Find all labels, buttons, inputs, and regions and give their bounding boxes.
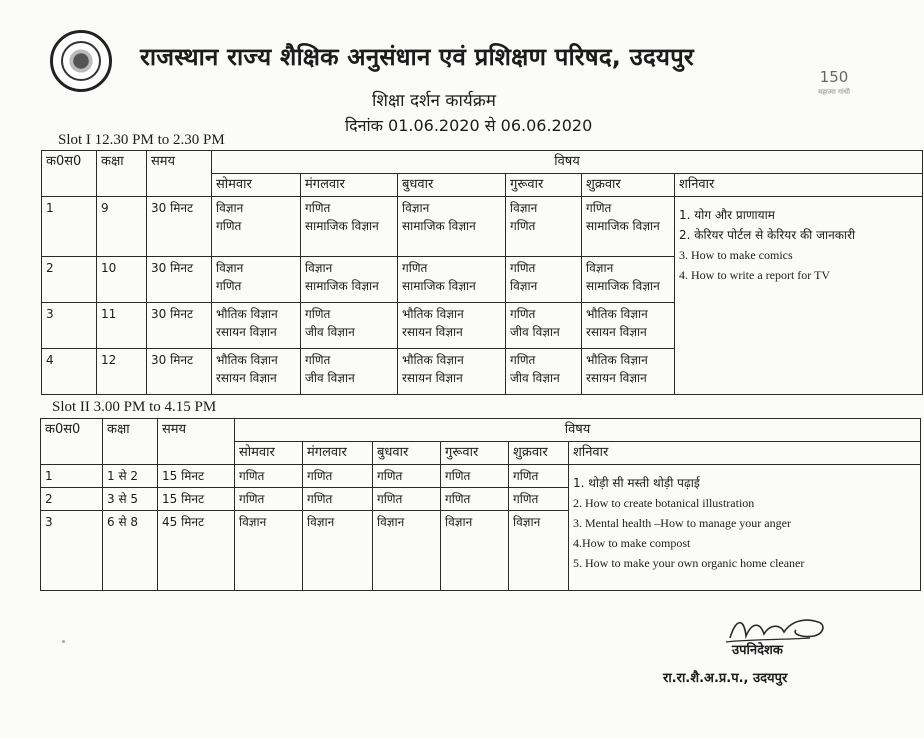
slot2-timetable [40, 418, 921, 591]
activity-item: 1. थोड़ी सी मस्ती थोड़ी पढ़ाई [573, 476, 700, 490]
day-header: मंगलवार [303, 442, 373, 465]
subject-line: गणित [510, 261, 536, 275]
subject-cell [212, 349, 301, 395]
subject-line: रसायन विज्ञान [216, 371, 277, 385]
activity-item: 5. How to make your own organic home cleaner [573, 556, 805, 570]
subject-line: गणित [586, 201, 612, 215]
subject-line: सामाजिक विज्ञान [586, 219, 660, 233]
subject-line: रसायन विज्ञान [586, 325, 647, 339]
time-cell: 30 मिनट [147, 257, 212, 303]
sno-cell: 1 [41, 465, 103, 488]
col-header-subject: विषय [235, 419, 921, 442]
col-header-class: कक्षा [103, 419, 158, 465]
subject-line: जीव विज्ञान [305, 371, 355, 385]
time-cell: 30 मिनट [147, 303, 212, 349]
sno-cell: 4 [42, 349, 97, 395]
subject-line: विज्ञान [510, 279, 538, 293]
subject-cell [582, 197, 675, 257]
subject-line: जीव विज्ञान [510, 371, 560, 385]
sno-cell: 3 [41, 511, 103, 591]
subject-cell [582, 349, 675, 395]
day-header: बुधवार [373, 442, 441, 465]
subject-line: गणित [510, 219, 536, 233]
subject-line: गणित [305, 201, 331, 215]
subject-line: भौतिक विज्ञान [402, 353, 464, 367]
subject-cell [506, 197, 582, 257]
day-header: शुक्रवार [509, 442, 569, 465]
table-row [42, 197, 923, 257]
subject-cell: गणित [303, 488, 373, 511]
subject-cell: गणित [509, 488, 569, 511]
subject-line: सामाजिक विज्ञान [402, 219, 476, 233]
sno-cell: 2 [41, 488, 103, 511]
subject-cell: विज्ञान [373, 511, 441, 591]
subject-line: सामाजिक विज्ञान [305, 219, 379, 233]
activity-item: 3. Mental health –How to manage your anger [573, 516, 791, 530]
subject-cell [398, 197, 506, 257]
subject-line: गणित [216, 219, 242, 233]
subject-cell: गणित [509, 465, 569, 488]
subject-line: गणित [402, 261, 428, 275]
subject-cell [582, 303, 675, 349]
saturday-activities [675, 197, 923, 395]
slot1-label: Slot I 12.30 PM to 2.30 PM [58, 132, 225, 148]
subject-cell [398, 303, 506, 349]
subject-cell [582, 257, 675, 303]
subject-cell [506, 303, 582, 349]
subject-cell [212, 197, 301, 257]
document-title: राजस्थान राज्य शैक्षिक अनुसंधान एवं प्रशिक्षण परिषद, उदयपुर [140, 43, 694, 71]
col-header-sno: क0स0 [42, 151, 97, 197]
subject-line: गणित [305, 353, 331, 367]
class-cell: 9 [97, 197, 147, 257]
office-name: रा.रा.शै.अ.प्र.प., उदयपुर [663, 671, 788, 686]
subject-cell: गणित [303, 465, 373, 488]
activity-item: 4.How to make compost [573, 536, 691, 550]
activity-item: 4. How to write a report for TV [679, 268, 831, 282]
subject-cell [301, 349, 398, 395]
activity-item: 2. केरियर पोर्टल से केरियर की जानकारी [679, 228, 856, 242]
subject-line: रसायन विज्ञान [216, 325, 277, 339]
subject-cell: गणित [235, 465, 303, 488]
class-cell: 1 से 2 [103, 465, 158, 488]
subject-cell: गणित [441, 465, 509, 488]
signatory-designation: उपनिदेशक [732, 643, 783, 658]
subject-line: विज्ञान [216, 261, 244, 275]
subject-cell [212, 257, 301, 303]
subject-cell: विज्ञान [235, 511, 303, 591]
subject-cell [506, 257, 582, 303]
slot2-label: Slot II 3.00 PM to 4.15 PM [52, 399, 217, 415]
subject-cell: गणित [441, 488, 509, 511]
subject-line: विज्ञान [510, 201, 538, 215]
subject-line: सामाजिक विज्ञान [402, 279, 476, 293]
day-header: शनिवार [569, 442, 921, 465]
time-cell: 15 मिनट [158, 488, 235, 511]
subject-cell [301, 257, 398, 303]
col-header-time: समय [147, 151, 212, 197]
subject-line: भौतिक विज्ञान [216, 307, 278, 321]
subject-line: गणित [305, 307, 331, 321]
subject-cell [398, 349, 506, 395]
sno-cell: 1 [42, 197, 97, 257]
subject-cell [301, 197, 398, 257]
subject-cell: गणित [235, 488, 303, 511]
badge-subtext: महात्मा गांधी [818, 88, 850, 96]
subject-line: सामाजिक विज्ञान [586, 279, 660, 293]
subject-cell: गणित [373, 488, 441, 511]
class-cell: 6 से 8 [103, 511, 158, 591]
subject-line: विज्ञान [586, 261, 614, 275]
sno-cell: 3 [42, 303, 97, 349]
col-header-sno: क0स0 [41, 419, 103, 465]
day-header: शनिवार [675, 174, 923, 197]
day-header: गुरूवार [506, 174, 582, 197]
program-subtitle: शिक्षा दर्शन कार्यक्रम [372, 91, 496, 111]
class-cell: 11 [97, 303, 147, 349]
subject-cell: गणित [373, 465, 441, 488]
subject-cell [506, 349, 582, 395]
subject-cell: विज्ञान [303, 511, 373, 591]
day-header: सोमवार [212, 174, 301, 197]
subject-line: भौतिक विज्ञान [216, 353, 278, 367]
time-cell: 30 मिनट [147, 349, 212, 395]
subject-cell [398, 257, 506, 303]
scan-speck [62, 640, 65, 643]
col-header-time: समय [158, 419, 235, 465]
table-row [41, 465, 921, 488]
slot1-timetable [41, 150, 923, 395]
activity-item: 2. How to create botanical illustration [573, 496, 755, 510]
subject-line: विज्ञान [305, 261, 333, 275]
class-cell: 3 से 5 [103, 488, 158, 511]
subject-cell: विज्ञान [441, 511, 509, 591]
subject-line: रसायन विज्ञान [402, 325, 463, 339]
day-header: शुक्रवार [582, 174, 675, 197]
day-header: सोमवार [235, 442, 303, 465]
col-header-class: कक्षा [97, 151, 147, 197]
time-cell: 30 मिनट [147, 197, 212, 257]
subject-cell [212, 303, 301, 349]
sno-cell: 2 [42, 257, 97, 303]
subject-line: गणित [510, 353, 536, 367]
day-header: मंगलवार [301, 174, 398, 197]
time-cell: 45 मिनट [158, 511, 235, 591]
subject-line: गणित [510, 307, 536, 321]
class-cell: 12 [97, 349, 147, 395]
subject-line: विज्ञान [402, 201, 430, 215]
subject-line: भौतिक विज्ञान [402, 307, 464, 321]
subject-line: गणित [216, 279, 242, 293]
subject-line: भौतिक विज्ञान [586, 307, 648, 321]
gandhi-150-badge [808, 66, 860, 100]
subject-line: रसायन विज्ञान [402, 371, 463, 385]
subject-cell [301, 303, 398, 349]
day-header: बुधवार [398, 174, 506, 197]
date-range: दिनांक 01.06.2020 से 06.06.2020 [345, 116, 593, 135]
class-cell: 10 [97, 257, 147, 303]
subject-line: जीव विज्ञान [305, 325, 355, 339]
subject-line: भौतिक विज्ञान [586, 353, 648, 367]
subject-line: रसायन विज्ञान [586, 371, 647, 385]
col-header-subject: विषय [212, 151, 923, 174]
time-cell: 15 मिनट [158, 465, 235, 488]
day-header: गुरूवार [441, 442, 509, 465]
activity-item: 3. How to make comics [679, 248, 793, 262]
subject-line: जीव विज्ञान [510, 325, 560, 339]
subject-line: सामाजिक विज्ञान [305, 279, 379, 293]
activity-item: 1. योग और प्राणायाम [679, 208, 775, 222]
subject-cell: विज्ञान [509, 511, 569, 591]
subject-line: विज्ञान [216, 201, 244, 215]
institution-seal-logo [50, 30, 112, 92]
badge-number: 150 [819, 68, 849, 86]
saturday-activities [569, 465, 921, 591]
